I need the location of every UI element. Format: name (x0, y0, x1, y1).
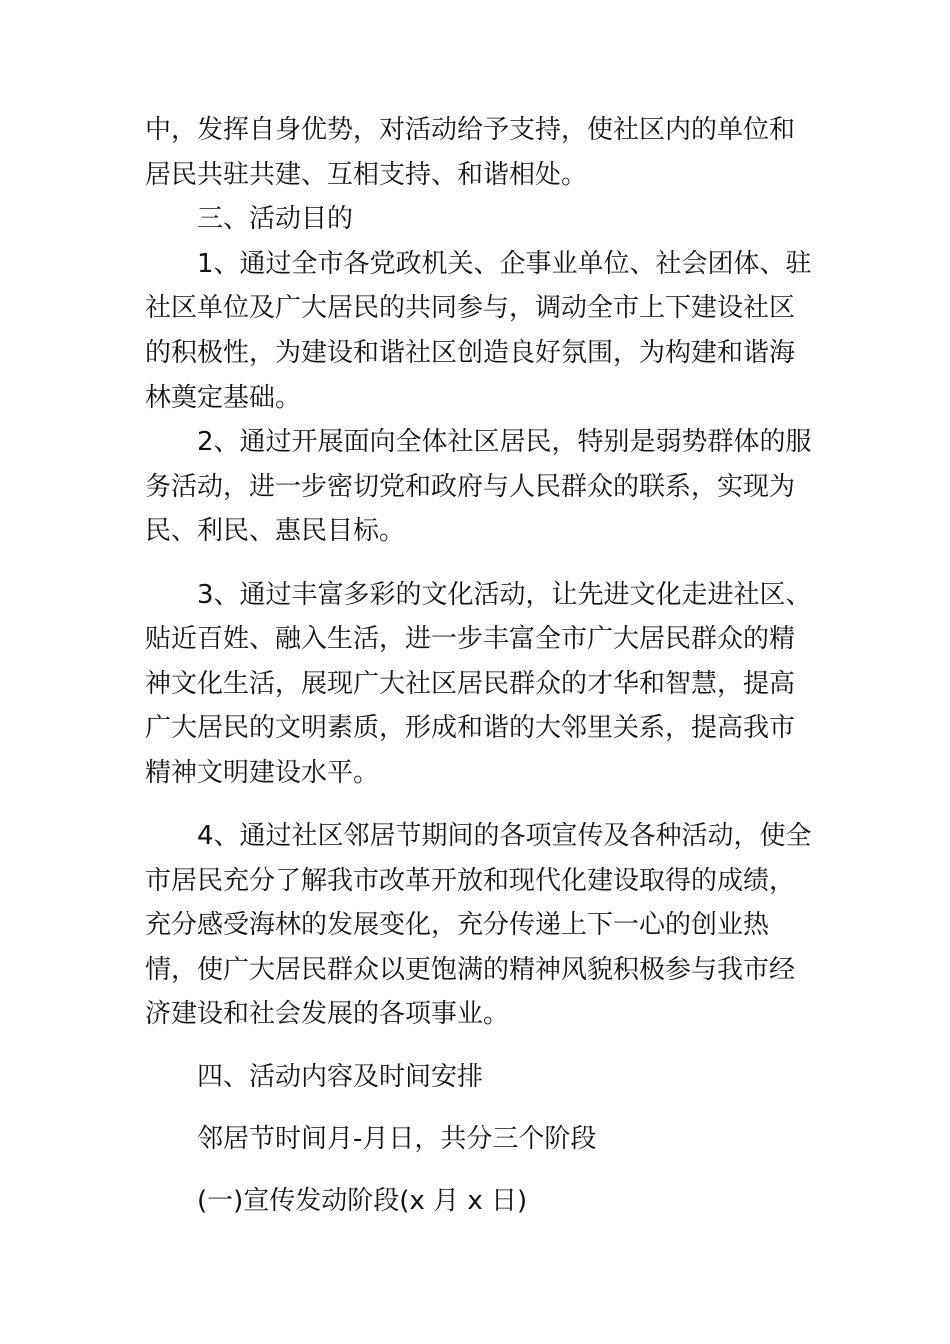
subsection-heading: (一)宣传发动阶段(x 月 x 日) (197, 1186, 528, 1216)
text-line-14: 广大居民的文明素质，形成和谐的大邻里关系，提高我市 (145, 713, 796, 743)
section-heading-4: 四、活动内容及时间安排 (197, 1062, 484, 1092)
text-line-17: 市居民充分了解我市改革开放和现代化建设取得的成绩， (145, 866, 796, 896)
text-line-6: 的积极性，为建设和谐社区创造良好氛围，为构建和谐海 (145, 338, 796, 368)
text-line-5: 社区单位及广大居民的共同参与，调动全市上下建设社区 (145, 293, 796, 323)
text-line-1: 中，发挥自身优势，对活动给予支持，使社区内的单位和 (145, 115, 796, 145)
text-line-2: 居民共驻共建、互相支持、和谐相处。 (145, 160, 588, 190)
text-line-13: 神文化生活，展现广大社区居民群众的才华和智慧，提高 (145, 669, 796, 699)
text-line-19: 情，使广大居民群众以更饱满的精神风貌积极参与我市经 (145, 955, 796, 985)
text-line-10: 民、利民、惠民目标。 (145, 516, 406, 546)
text-line-20: 济建设和社会发展的各项事业。 (145, 999, 510, 1029)
text-line-9: 务活动，进一步密切党和政府与人民群众的联系，实现为 (145, 472, 796, 502)
text-line-7: 林奠定基础。 (145, 383, 302, 413)
text-line-18: 充分感受海林的发展变化，充分传递上下一心的创业热 (145, 910, 770, 940)
text-line-12: 贴近百姓、融入生活，进一步丰富全市广大居民群众的精 (145, 624, 796, 654)
text-line-15: 精神文明建设水平。 (145, 758, 380, 788)
text-line-8: 2、通过开展面向全体社区居民，特别是弱势群体的服 (197, 427, 812, 457)
text-line-4: 1、通过全市各党政机关、企事业单位、社会团体、驻 (197, 249, 812, 279)
section-heading-3: 三、活动目的 (197, 204, 354, 234)
text-line-16: 4、通过社区邻居节期间的各项宣传及各种活动，使全 (197, 821, 812, 851)
text-line-22: 邻居节时间月-月日，共分三个阶段 (197, 1124, 597, 1154)
text-line-11: 3、通过丰富多彩的文化活动，让先进文化走进社区、 (197, 580, 812, 610)
